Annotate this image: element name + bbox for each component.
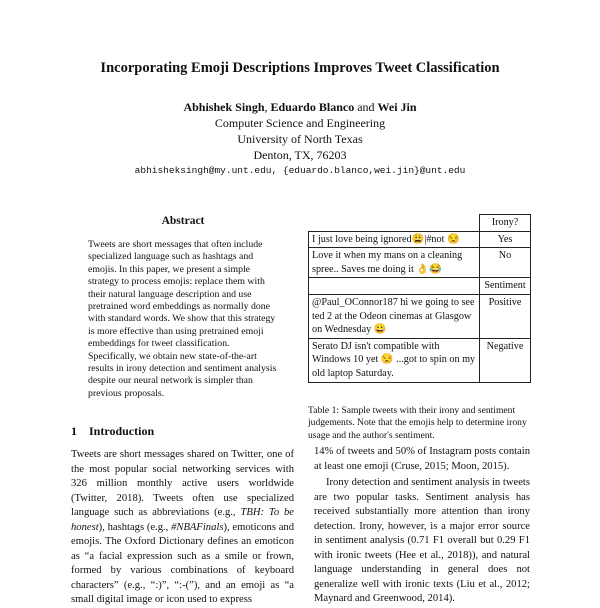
- section-title: Introduction: [89, 424, 155, 438]
- text-run-italic: #NBAFinals: [171, 521, 224, 533]
- text-run-italic: TBH: To be honest: [71, 507, 294, 533]
- author-2: Eduardo Blanco: [270, 100, 355, 114]
- affiliation-location: Denton, TX, 76203: [253, 148, 347, 162]
- table-row: [309, 338, 531, 382]
- text-run: ), emoticons and emojis. The Oxford Dictionary defines an emoticon as “a facial expression such as a smile or frown, formed by various combinations of keyboard characters” (e.g., “:)”, “:-(”), and an emoji as “a small digital image or icon used to express: [71, 521, 294, 605]
- table-header-row: [309, 278, 531, 295]
- table-row: [309, 231, 531, 248]
- author-conjunction: and: [357, 100, 375, 114]
- section-number: 1: [71, 424, 77, 438]
- affiliation-department: Computer Science and Engineering: [214, 116, 386, 130]
- section-heading: [71, 424, 154, 439]
- label-cell: Yes: [480, 231, 531, 248]
- intro-right-column: [314, 445, 530, 607]
- author-block: [0, 99, 600, 179]
- label-cell: Negative: [480, 338, 531, 382]
- intro-paragraph: Irony detection and sentiment analysis in tweets are two popular tasks. Sentiment analysis has received substantially more attention than irony detection. Irony, however, is a major error source in sentiment analysis (0.71 F1 overall but 0.29 F1 with ironic tweets (Hee et al., 2018)), and natural language understanding in general does not generalize well with ironic texts (Liu et al., 2012; Maynard and Greenwood, 2014).: [314, 477, 530, 604]
- abstract-text: Tweets are short messages that often include specialized language such as hashtags and emojis. In this paper, we present a simple strategy to process emojis: replace them with their natural language description and use pretrained word embeddings as normally done with standard words. We show that this strategy is more effective than using pretrained emoji embeddings for tweet classification. Specifically, we obtain new state-of-the-art results in irony detection and sentiment analysis despite our neural network is simpler than previous proposals.: [88, 239, 277, 399]
- tweet-cell: @Paul_OConnor187 hi we going to see ted 2 at the Odeon cinemas at Glasgow on Wednesday 😀: [309, 294, 480, 338]
- table-row: [309, 294, 531, 338]
- intro-paragraph-continued: 14% of tweets and 50% of Instagram posts contain at least one emoji (Cruse, 2015; Moon, 2015).: [314, 446, 530, 472]
- table-row: [309, 248, 531, 278]
- paper-title: Incorporating Emoji Descriptions Improves Tweet Classification: [100, 60, 500, 76]
- affiliation-university: University of North Texas: [237, 132, 363, 146]
- tweet-cell: Love it when my mans on a cleaning spree.. Saves me doing it 👌😂: [309, 248, 480, 278]
- author-3: Wei Jin: [377, 100, 417, 114]
- sample-tweets-table: [308, 214, 531, 383]
- table-blank-cell: [309, 215, 480, 232]
- tweet-cell: Serato DJ isn't compatible with Windows 10 yet 😒 ...got to spin on my old laptop Saturday.: [309, 338, 480, 382]
- label-cell: Positive: [480, 294, 531, 338]
- abstract-body: [88, 239, 278, 400]
- abstract-heading: Abstract: [161, 215, 205, 227]
- text-run: ), hashtags (e.g.,: [98, 521, 172, 533]
- sentiment-header: Sentiment: [480, 278, 531, 295]
- author-emails: abhisheksingh@my.unt.edu, {eduardo.blanco,wei.jin}@unt.edu: [134, 165, 466, 176]
- label-cell: No: [480, 248, 531, 278]
- tweet-cell: I just love being ignored😩|#not 😒: [309, 231, 480, 248]
- table-blank-cell: [309, 278, 480, 295]
- table-caption: Table 1: Sample tweets with their irony and sentiment judgements. Note that the emojis help to determine irony usage and the author's sentiment.: [308, 405, 527, 441]
- author-1: Abhishek Singh: [183, 100, 265, 114]
- irony-header: Irony?: [480, 215, 531, 232]
- intro-paragraph: [71, 448, 294, 608]
- table-header-row: [309, 215, 531, 232]
- intro-left-column: [71, 448, 294, 608]
- author-names: Abhishek Singh, Eduardo Blanco and Wei Jin: [183, 100, 417, 114]
- text-run: Tweets are short messages shared on Twitter, one of the most popular social networking services with 326 million monthly active users worldwide (Twitter, 2018). Tweets often use specialized language such as abbreviations (e.g.,: [71, 449, 294, 518]
